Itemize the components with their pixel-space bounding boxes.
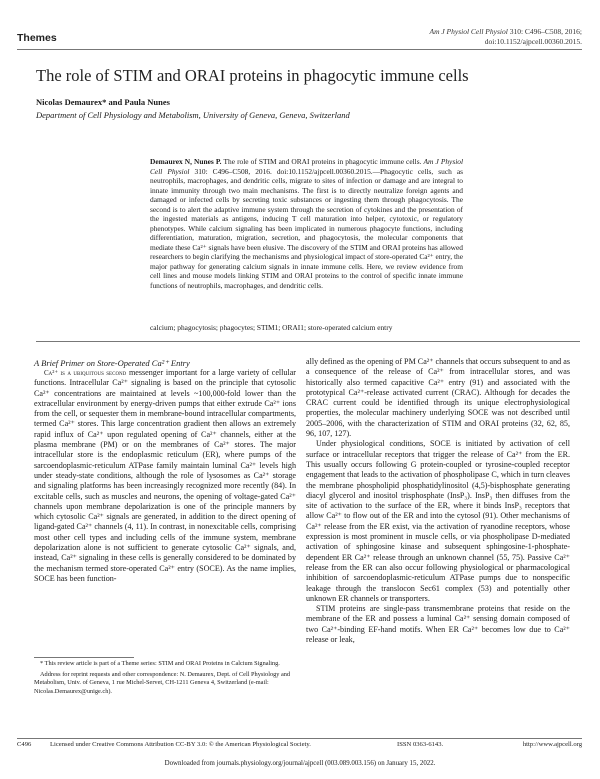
abstract bbox=[150, 157, 463, 290]
download-notice: Downloaded from journals.physiology.org/journal/ajpcell (003.089.003.156) on January 15, 2022. bbox=[164, 760, 436, 767]
license-text: Licensed under Creative Commons Attribution CC-BY 3.0: © the American Physiological Society. bbox=[50, 741, 311, 748]
article-affiliation: Department of Cell Physiology and Metabolism, University of Geneva, Geneva, Switzerland bbox=[36, 110, 350, 120]
lead-in: Ca²⁺ is a ubiquitous second bbox=[44, 369, 127, 377]
right-column bbox=[306, 357, 570, 645]
page-number: C496 bbox=[17, 741, 32, 748]
right-paragraph-3: STIM proteins are single-pass transmembrane proteins that reside on the membrane of the ER and possess a luminal Ca²⁺ sensing domain composed of two Ca²⁺-binding EF-hand motifs. When ER Ca²⁺ becomes low due to Ca²⁺ release or leak, bbox=[306, 604, 570, 645]
abstract-cite-authors: Demaurex N, Nunes P. bbox=[150, 157, 222, 166]
left-paragraph-text: messenger important for a large variety of cellular functions. Intracellular Ca²⁺ signaling is based on the principle that cytosolic Ca²⁺ concentrations are maintained at levels ~100,000-fold lower than the extracellular environment by energy-driven pumps that either extrude Ca²⁺ ions from the cell, or sequester them in membrane-bound intracellular compartments, termed Ca²⁺ stores. This large concentration gradient then allows an extremely rapid influx of Ca²⁺ upon regulated opening of Ca²⁺ channels, either at the plasma membrane (PM) or on the membranes of Ca²⁺ stores. The major intracellular store is the endoplasmic reticulum (ER), where pumps of the sarcoendoplasmic-reticulum ATPase family maintain luminal Ca²⁺ levels high under steady-state conditions, although the role of lysosomes as Ca²⁺ storage and signaling platforms has been increasingly recognized more recently (84). In excitable cells, such as muscles and neurons, the opening of voltage-gated Ca²⁺ channels upon membrane depolarization is one of the principle manners by which cytosolic Ca²⁺ signals are generated, in addition to the direct opening of ligand-gated Ca²⁺ channels (4, 11). In contrast, in nonexcitable cells, comprising most other cell types and including cells of the immune system, membrane depolarization alone is not sufficient to generate cytosolic Ca²⁺ signals, and, instead, Ca²⁺ signaling in these cells is generally considered to be dominated by the mechanism termed store-operated Ca²⁺ entry (SOCE). As the name implies, SOCE has been function- bbox=[34, 368, 296, 583]
footnote-correspondence: Address for reprint requests and other correspondence: N. Demaurex, Dept. of Cell Physiology and Metabolism, Univ. of Geneva, 1 rue Michel-Servet, CH-1211 Geneva 4, Switzerland (e-mail: Nicolas.Demaurex@unige.ch). bbox=[34, 670, 291, 695]
article-authors: Nicolas Demaurex* and Paula Nunes bbox=[36, 97, 170, 107]
keywords: calcium; phagocytosis; phagocytes; STIM1; ORAI1; store-operated calcium entry bbox=[150, 323, 393, 332]
header-divider bbox=[17, 49, 582, 50]
journal-doi[interactable]: doi:10.1152/ajpcell.00360.2015. bbox=[484, 36, 582, 46]
footnote-theme: * This review article is part of a Theme series: STIM and ORAI Proteins in Calcium Signaling. bbox=[40, 660, 280, 667]
section-heading: A Brief Primer on Store-Operated Ca²⁺ Entry bbox=[34, 358, 190, 368]
abstract-cite-journal: Am J Physiol Cell Physiol bbox=[150, 157, 464, 176]
footnote-divider bbox=[34, 657, 134, 658]
footer-divider bbox=[17, 738, 582, 739]
abstract-cite-title: The role of STIM and ORAI proteins in phagocytic immune cells. bbox=[221, 157, 424, 166]
issn: ISSN 0363-6143. bbox=[397, 741, 444, 748]
right-paragraph-2: Under physiological conditions, SOCE is initiated by activation of cell surface or intracellular receptors that trigger the release of Ca²⁺ from the ER. This usually occurs following G protein-coupled or tyrosine-coupled receptor engagement that leads to the activation of phospholipase C, which in turn cleaves the membrane phospholipid phosphatidylinositol (4,5)-bisphosphate generating diacyl glycerol and inositol trisphosphate (InsP₃). InsP₃ then diffuses from the site of activation to the surface of the ER, where it binds InsP₃ receptors that allow Ca²⁺ to flow out of the ER and into the cytosol (91). Other mechanisms of Ca²⁺ release from the ER exist, via the activation of ryanodine receptors, whose expression is most prominent in muscle cells, or via phospholipase D-mediated activation of sphingosine kinase and subsequent sphingosine-1-phosphate-dependent ER Ca²⁺ release through an unknown channel (55, 75). Passive Ca²⁺ release from the ER can also occur following physiological or pharmacological inhibition of sarcoendoplasmic-reticulum ATPase pumps due to nonspecific leakage through the translocon Sec61 complex (53) and potentially other unknown ER channels or transporters. bbox=[306, 439, 570, 603]
journal-website-link[interactable]: http://www.ajpcell.org bbox=[522, 741, 582, 748]
journal-citation bbox=[429, 27, 582, 46]
right-paragraph-1: ally defined as the opening of PM Ca²⁺ channels that occurs subsequent to and as a consequence of the release of Ca²⁺ from intracellular stores, and was historically also termed capacitive Ca²⁺ entry (91) and associated with the prototypical Ca²⁺-release activated current (CRAC). Although for decades the CRAC current could be identified through its unique electrophysiological properties, the molecular machinery underlying SOCE was not described until 2005–2006, with the characterization of STIM and ORAI proteins (32, 62, 85, 96, 107, 127). bbox=[306, 357, 570, 439]
article-title: The role of STIM and ORAI proteins in phagocytic immune cells bbox=[36, 66, 469, 85]
abstract-divider bbox=[36, 341, 580, 342]
journal-name: Am J Physiol Cell Physiol bbox=[429, 27, 508, 36]
left-column bbox=[34, 368, 296, 584]
abstract-cite-rest: 310: C496–C508, 2016. doi:10.1152/ajpcell.00360.2015.— bbox=[189, 166, 381, 176]
footnotes bbox=[34, 660, 296, 698]
section-tag: Themes bbox=[17, 32, 57, 44]
abstract-body: Phagocytic cells, such as neutrophils, macrophages, and dendritic cells, migrate to sites of infection or damage and are integral to innate immunity through two main mechanisms. The first is to directly neutralize foreign agents and damaged or infected cells by secreting toxic substances or ingesting them through phagocytosis. The second is to alert the adaptive immune system through the secretion of cytokines and the presentation of the ingested materials as antigens, inducing T cell maturation into helper, cytotoxic, or regulatory phenotypes. While calcium signaling has been implicated in numerous phagocyte functions, including differentiation, maturation, migration, secretion, and phagocytosis, the molecular components that mediate these Ca²⁺ signals have been elusive. The discovery of the STIM and ORAI proteins has allowed researchers to begin clarifying the mechanisms and physiological impact of store-operated Ca²⁺ entry, the major pathway for generating calcium signals in innate immune cells. Here, we review evidence from cell lines and mouse models linking STIM and ORAI proteins to the control of specific innate immune functions of neutrophils, macrophages, and dendritic cells. bbox=[150, 166, 463, 290]
journal-volume: 310: C496–C508, 2016; bbox=[507, 27, 582, 36]
left-paragraph bbox=[34, 368, 296, 584]
